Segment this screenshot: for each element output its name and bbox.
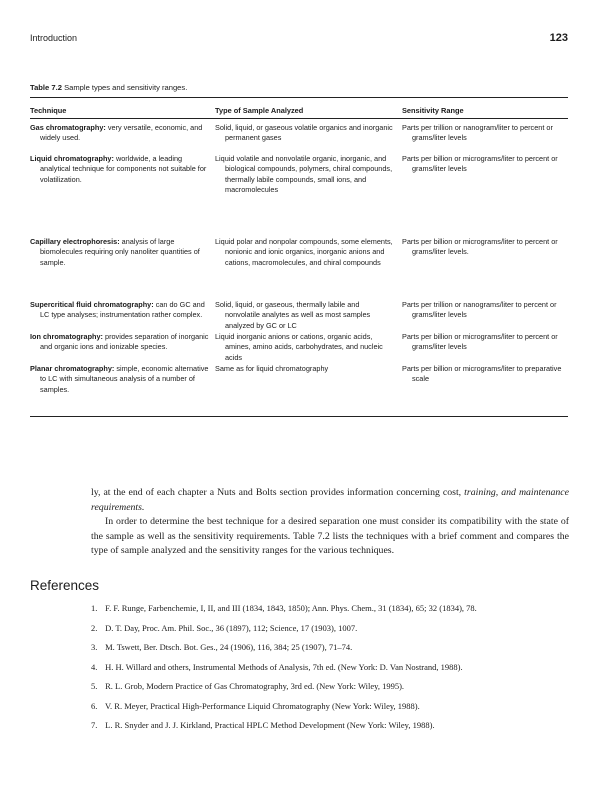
- table-caption-text: Sample types and sensitivity ranges.: [64, 83, 188, 92]
- sensitivity-cell: Parts per billion or micrograms/liter to percent or grams/liter levels: [402, 332, 558, 352]
- technique-cell: Liquid chromatography: worldwide, a leading analytical technique for components not suitable for volatilization.: [30, 154, 207, 184]
- table-caption-label: Table 7.2: [30, 83, 62, 92]
- technique-cell: Ion chromatography: provides separation of inorganic and organic ions and ionizable species.: [30, 332, 209, 352]
- reference-item: 2. D. T. Day, Proc. Am. Phil. Soc., 36 (1897), 112; Science, 17 (1903), 1007.: [91, 622, 358, 633]
- table-row: [30, 123, 568, 154]
- reference-item: 4. H. H. Willard and others, Instrumental Methods of Analysis, 7th ed. (New York: D. Van Nostrand, 1988).: [91, 661, 463, 672]
- table-row: [30, 300, 568, 332]
- technique-cell: Planar chromatography: simple, economic alternative to LC with simultaneous analysis of a number of samples.: [30, 364, 209, 394]
- column-header-sample-type: Type of Sample Analyzed: [215, 106, 304, 115]
- technique-cell: Supercritical fluid chromatography: can do GC and LC type analyses; instrumentation rather complex.: [30, 300, 205, 320]
- sensitivity-cell: Parts per billion or micrograms/liter to percent or grams/liter levels: [402, 154, 558, 174]
- table-caption: [30, 83, 187, 92]
- sensitivity-cell: Parts per billion or micrograms/liter to preparative scale: [402, 364, 562, 384]
- section-title: Introduction: [30, 33, 78, 43]
- body-paragraph: In order to determine the best technique for a desired separation one must consider its compatibility with the state of the sample as well as the sensitivity requirements. Table 7.2 lists the techniques with a brief comment and compares the type of sample analyzed and the sensitivity ranges for the various techniques.: [91, 516, 569, 556]
- technique-cell: Capillary electrophoresis: analysis of large biomolecules requiring only nanoliter quantities of sample.: [30, 237, 200, 267]
- column-header-technique: Technique: [30, 106, 67, 115]
- sample-cell: Liquid polar and nonpolar compounds, some elements, nonionic and ionic organics, inorganic anions and cations, macromolecules, and chiral compounds: [215, 237, 393, 267]
- reference-item: 3. M. Tswett, Ber. Dtsch. Bot. Ges., 24 (1906), 116, 384; 25 (1907), 71–74.: [91, 642, 353, 652]
- sensitivity-cell: Parts per trillion or nanogram/liter to percent or grams/liter levels: [402, 123, 553, 143]
- sample-cell: Solid, liquid, or gaseous volatile organics and inorganic permanent gases: [215, 123, 393, 143]
- sample-cell: Liquid inorganic anions or cations, organic acids, amines, amino acids, carbohydrates, and nucleic acids: [215, 332, 383, 362]
- body-text: [91, 486, 569, 559]
- table-row: [30, 154, 568, 237]
- page-number: 123: [549, 32, 568, 44]
- reference-item: 7. L. R. Snyder and J. J. Kirkland, Practical HPLC Method Development (New York: Wiley, 1988).: [91, 720, 435, 730]
- reference-item: 1. F. F. Runge, Farbenchemie, I, II, and III (1834, 1843, 1850); Ann. Phys. Chem., 31 (1834), 65; 32 (1834), 78.: [91, 603, 477, 613]
- sample-cell: Same as for liquid chromatography: [215, 364, 329, 373]
- sensitivity-cell: Parts per trillion or nanograms/liter to percent or grams/liter levels: [402, 300, 557, 320]
- column-header-sensitivity: Sensitivity Range: [402, 106, 464, 115]
- table-header-row: [30, 98, 568, 119]
- sensitivity-cell: Parts per billion or micrograms/liter to percent or grams/liter levels.: [402, 237, 558, 257]
- reference-item: 6. V. R. Meyer, Practical High-Performance Liquid Chromatography (New York: Wiley, 1988).: [91, 700, 420, 711]
- sample-types-table: [30, 97, 568, 417]
- references-heading: References: [30, 578, 100, 593]
- references-list: [91, 603, 571, 740]
- table-row: [30, 364, 568, 416]
- table-row: [30, 332, 568, 364]
- reference-item: 5. R. L. Grob, Modern Practice of Gas Chromatography, 3rd ed. (New York: Wiley, 1995).: [91, 681, 405, 691]
- technique-cell: Gas chromatography: very versatile, economic, and widely used.: [30, 123, 203, 143]
- running-header: [30, 33, 568, 43]
- sample-cell: Solid, liquid, or gaseous, thermally labile and nonvolatile analytes as well as most samples analyzed by GC or LC: [215, 300, 371, 330]
- table-row: [30, 237, 568, 300]
- body-paragraph: ly, at the end of each chapter a Nuts and Bolts section provides information concerning cost, training, and maintenance requirements.: [91, 487, 569, 513]
- sample-cell: Liquid volatile and nonvolatile organic, inorganic, and biological compounds, polymers, chiral compounds, thermally labile compounds, small ions, and macromolecules: [215, 154, 393, 194]
